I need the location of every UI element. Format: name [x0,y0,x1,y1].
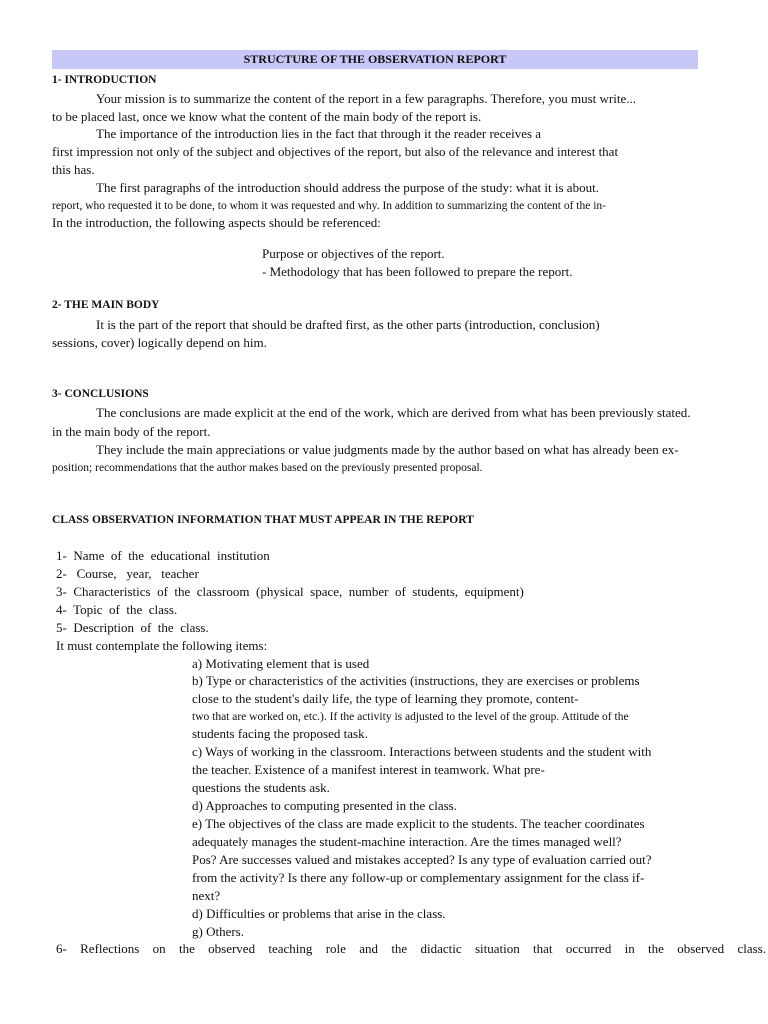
sub-item: next? [192,888,221,903]
paragraph-line: The importance of the introduction lies in the fact that through it the reader receives a [96,126,542,141]
sub-item: students facing the proposed task. [192,726,368,741]
sub-item: e) The objectives of the class are made explicit to the students. The teacher coordinates [192,816,645,831]
list-item-note: It must contemplate the following items: [56,638,268,653]
document-title: STRUCTURE OF THE OBSERVATION REPORT [243,52,507,66]
sub-item: g) Others. [192,924,244,939]
paragraph-line: in the main body of the report. [52,424,211,439]
paragraph-line: Your mission is to summarize the content of the report in a few paragraphs. Therefore, you must write... [96,91,636,106]
aspect-item: Purpose or objectives of the report. [262,246,445,261]
paragraph-line: In the introduction, the following aspects should be referenced: [52,215,381,230]
list-item: 4- Topic of the class. [56,602,178,617]
section-heading-main-body: 2- THE MAIN BODY [52,299,160,311]
title-banner [52,50,698,69]
section-heading-introduction: 1- INTRODUCTION [52,74,157,86]
aspect-item: - Methodology that has been followed to prepare the report. [262,264,573,279]
sub-item: two that are worked on, etc.). If the activity is adjusted to the level of the group. Attitude of the [192,711,629,723]
list-item: 2- Course, year, teacher [56,566,199,581]
sub-item: a) Motivating element that is used [192,656,370,671]
list-item: 6- Reflections on the observed teaching role and the didactic situation that occurred in the observed class. [56,941,766,956]
paragraph-line: to be placed last, once we know what the content of the main body of the report is. [52,109,482,124]
sub-item: b) Type or characteristics of the activities (instructions, they are exercises or problems [192,673,640,688]
list-item: 1- Name of the educational institution [56,548,270,563]
paragraph-line: They include the main appreciations or value judgments made by the author based on what has already been ex- [96,442,679,457]
sub-item: the teacher. Existence of a manifest interest in teamwork. What pre- [192,762,545,777]
paragraph-line: report, who requested it to be done, to whom it was requested and why. In addition to summarizing the content of the in- [52,200,606,212]
sub-item: d) Approaches to computing presented in the class. [192,798,457,813]
sub-item: c) Ways of working in the classroom. Interactions between students and the student with [192,744,652,759]
section-heading-conclusions: 3- CONCLUSIONS [52,388,149,400]
sub-item: d) Difficulties or problems that arise in the class. [192,906,446,921]
sub-item: close to the student's daily life, the type of learning they promote, content- [192,691,579,706]
sub-item: Pos? Are successes valued and mistakes accepted? Is any type of evaluation carried out? [192,852,652,867]
paragraph-line: The first paragraphs of the introduction should address the purpose of the study: what it is about. [96,180,599,195]
paragraph-line: The conclusions are made explicit at the end of the work, which are derived from what has been previously stated. [96,405,691,420]
paragraph-line: sessions, cover) logically depend on him. [52,335,267,350]
paragraph-line: first impression not only of the subject and objectives of the report, but also of the relevance and interest that [52,144,619,159]
paragraph-line: position; recommendations that the author makes based on the previously presented proposal. [52,462,483,474]
list-item: 3- Characteristics of the classroom (physical space, number of students, equipment) [56,584,524,599]
sub-item: from the activity? Is there any follow-up or complementary assignment for the class if- [192,870,645,885]
sub-item: adequately manages the student-machine interaction. Are the times managed well? [192,834,622,849]
list-item: 5- Description of the class. [56,620,209,635]
paragraph-line: this has. [52,162,95,177]
section-heading-class-observation: CLASS OBSERVATION INFORMATION THAT MUST APPEAR IN THE REPORT [52,514,474,526]
sub-item: questions the students ask. [192,780,330,795]
paragraph-line: It is the part of the report that should be drafted first, as the other parts (introduction, conclusion) [96,317,600,332]
